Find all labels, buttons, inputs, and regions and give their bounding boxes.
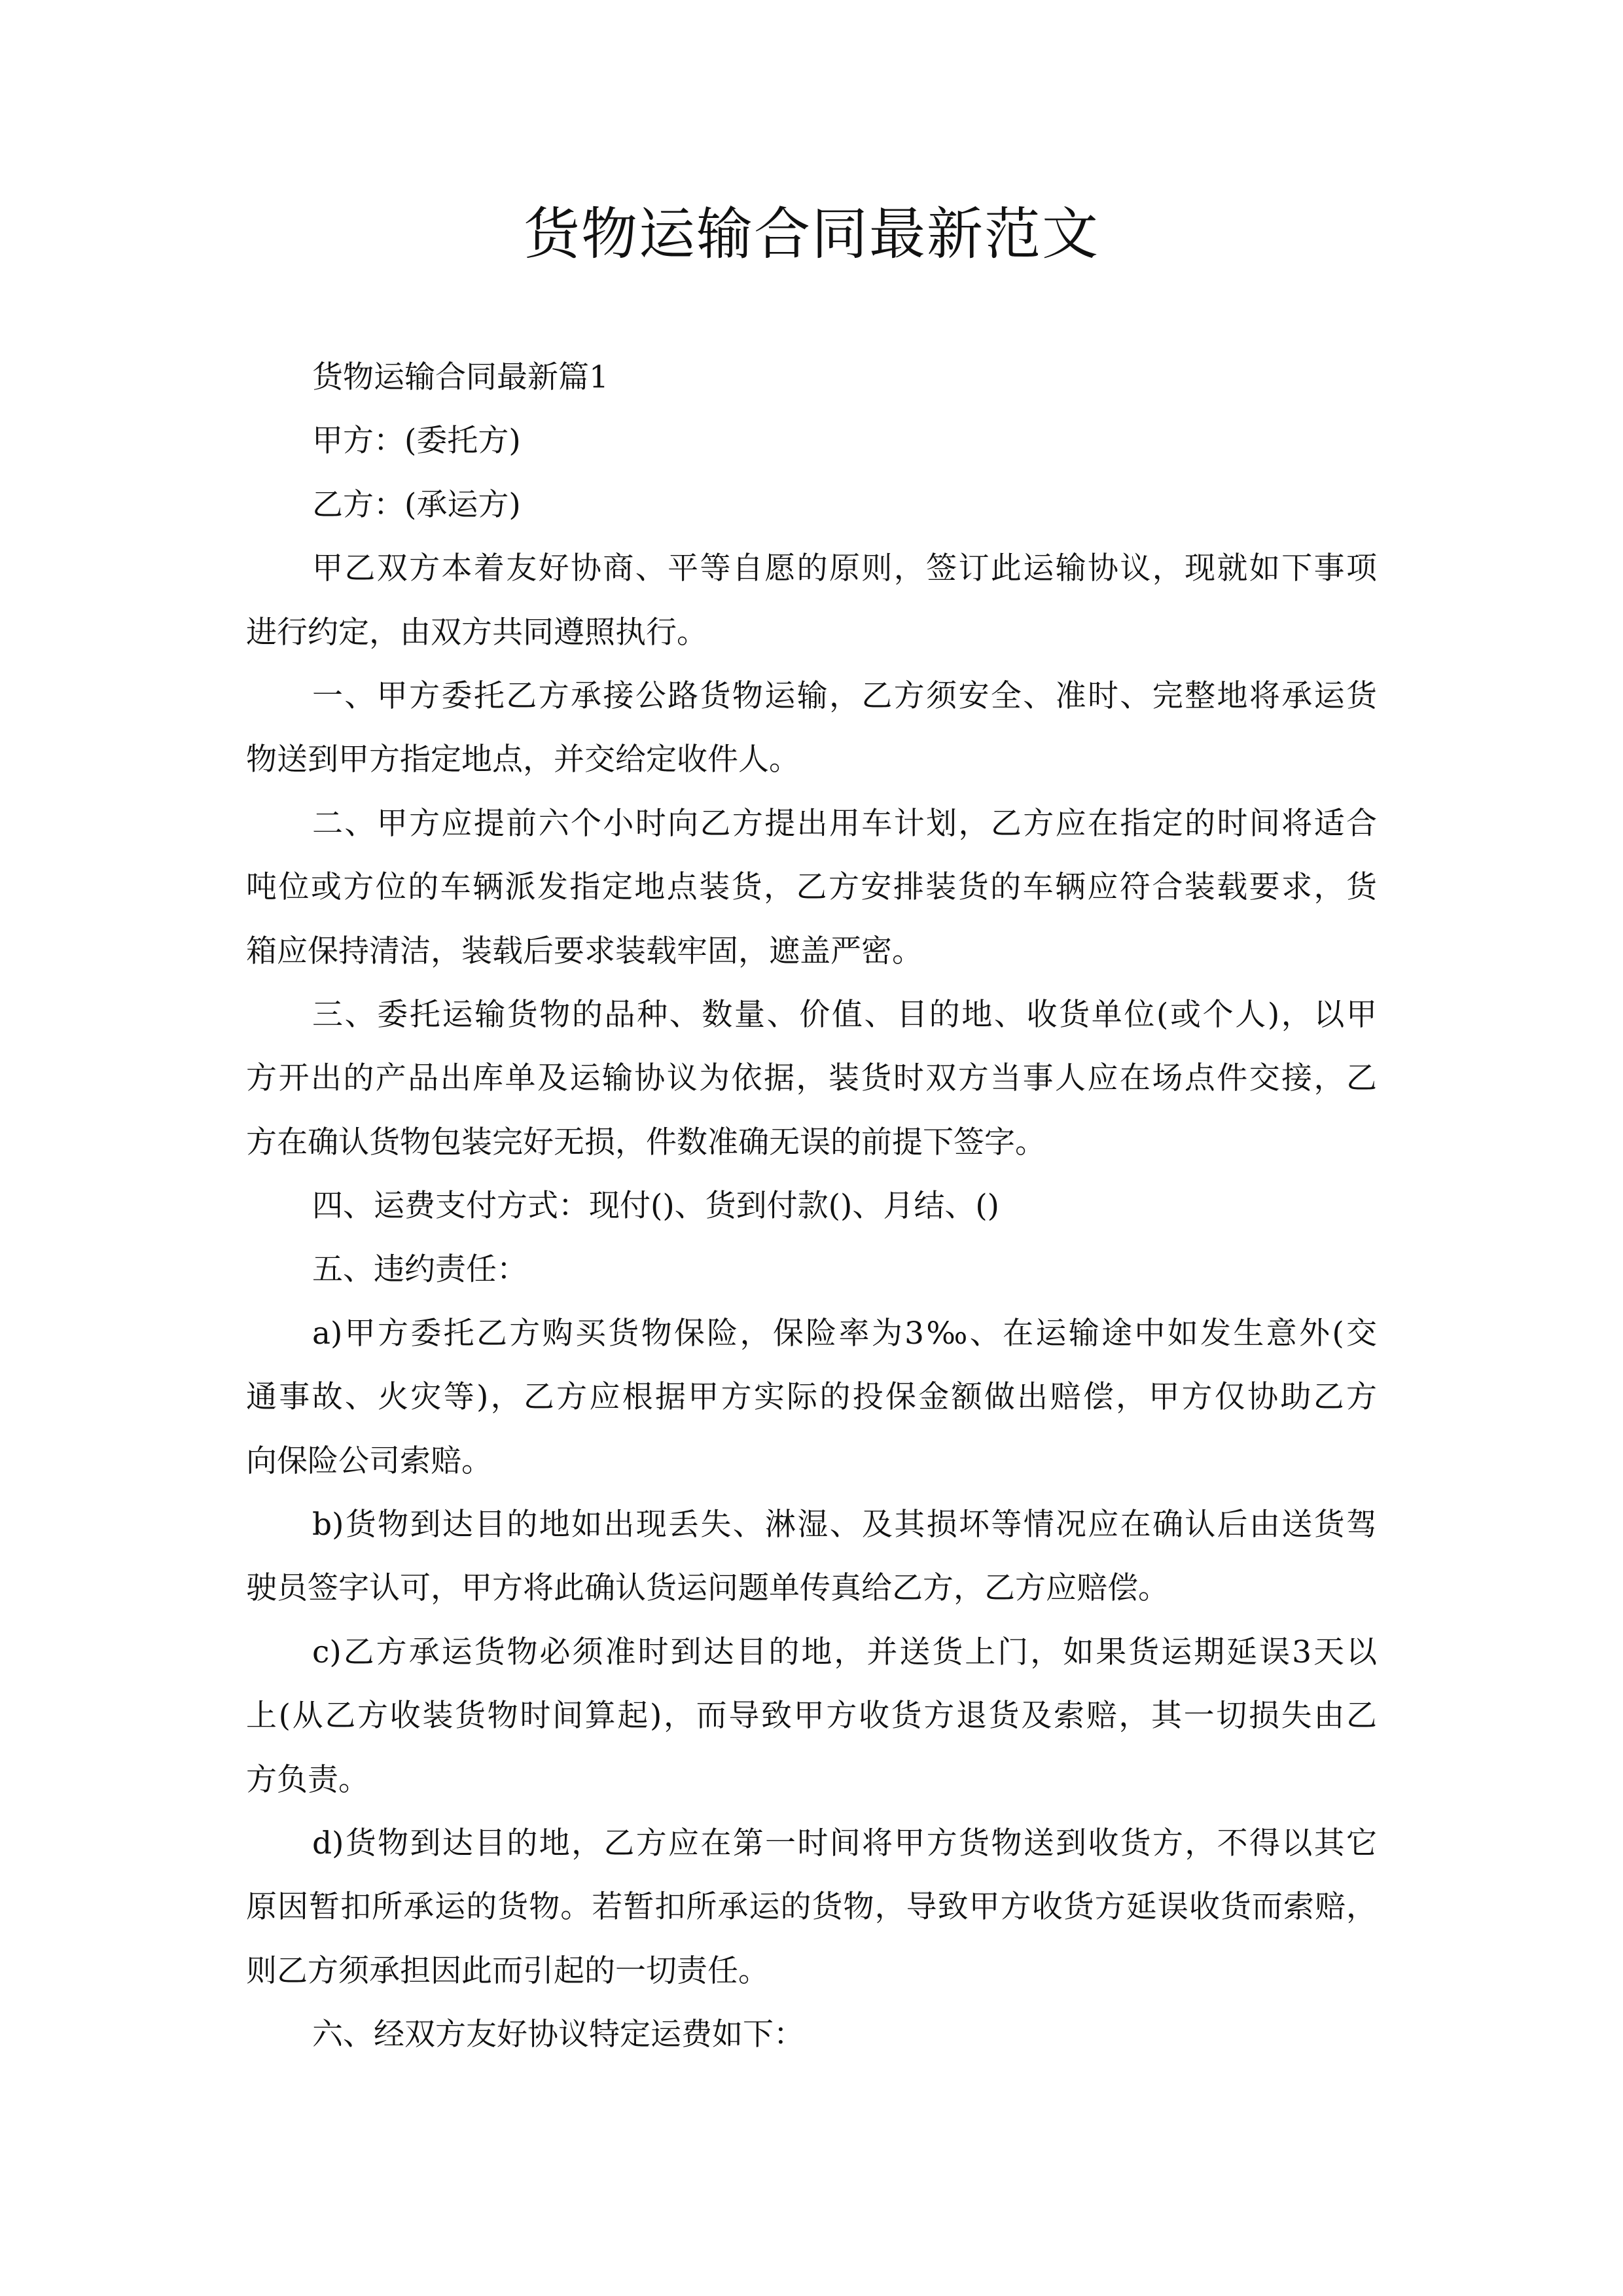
- clause-3: [246, 983, 1377, 1174]
- clause-5b: [246, 1493, 1377, 1621]
- paragraph-line: d)货物到达目的地，乙方应在第一时间将甲方货物送到收货方，不得以其它: [312, 1825, 1377, 1861]
- paragraph-line: 进行约定，由双方共同遵照执行。: [246, 614, 707, 651]
- clause-5d: [246, 1812, 1377, 2003]
- paragraph-line: 六、经双方友好协议特定运费如下：: [312, 2017, 804, 2053]
- paragraph-line: 通事故、火灾等)，乙方应根据甲方实际的投保金额做出赔偿，甲方仅协助乙方: [246, 1379, 1377, 1416]
- paragraph-line: 向保险公司索赔。: [246, 1443, 492, 1479]
- paragraph-line: b)货物到达目的地如出现丢失、淋湿、及其损坏等情况应在确认后由送货驾: [312, 1507, 1377, 1543]
- document-title: 货物运输合同最新范文: [524, 202, 1099, 267]
- paragraph-line: 方开出的产品出库单及运输协议为依据，装货时双方当事人应在场点件交接，乙: [246, 1060, 1377, 1097]
- paragraph-line: c)乙方承运货物必须准时到达目的地，并送货上门，如果货运期延误3天以: [312, 1634, 1377, 1670]
- party-b: [246, 473, 1377, 537]
- paragraph-line: 甲方：(委托方): [312, 423, 521, 459]
- clause-1: [246, 664, 1377, 792]
- party-a: [246, 409, 1377, 473]
- paragraph-line: 二、甲方应提前六个小时向乙方提出用车计划，乙方应在指定的时间将适合: [312, 805, 1377, 842]
- paragraph-line: 驶员签字认可，甲方将此确认货运问题单传真给乙方，乙方应赔偿。: [246, 1570, 1169, 1607]
- clause-5: [246, 1238, 1377, 1301]
- paragraph-line: 货物运输合同最新篇1: [312, 359, 609, 395]
- paragraph-line: 原因暂扣所承运的货物。若暂扣所承运的货物，导致甲方收货方延误收货而索赔，: [246, 1889, 1377, 1926]
- section-heading: [246, 346, 1377, 409]
- paragraph-line: 上(从乙方收装货物时间算起)，而导致甲方收货方退货及索赔，其一切损失由乙: [246, 1698, 1377, 1734]
- paragraph-line: 则乙方须承担因此而引起的一切责任。: [246, 1952, 769, 1989]
- paragraph-line: 箱应保持清洁，装载后要求装载牢固，遮盖严密。: [246, 933, 923, 969]
- preamble: [246, 537, 1377, 664]
- paragraph-line: 四、运费支付方式：现付()、货到付款()、月结、(): [312, 1188, 1000, 1225]
- paragraph-line: 五、违约责任：: [312, 1251, 527, 1288]
- clause-5c: [246, 1621, 1377, 1812]
- paragraph-line: 一、甲方委托乙方承接公路货物运输，乙方须安全、准时、完整地将承运货: [312, 677, 1377, 714]
- clause-6: [246, 2003, 1377, 2066]
- paragraph-line: 乙方：(承运方): [312, 486, 521, 523]
- paragraph-line: 吨位或方位的车辆派发指定地点装货，乙方安排装货的车辆应符合装载要求，货: [246, 869, 1377, 906]
- clause-2: [246, 792, 1377, 983]
- paragraph-line: 甲乙双方本着友好协商、平等自愿的原则，签订此运输协议，现就如下事项: [312, 550, 1377, 587]
- clause-5a: [246, 1302, 1377, 1493]
- paragraph-line: 方负责。: [246, 1761, 369, 1798]
- document-body: [246, 346, 1377, 2067]
- paragraph-line: 三、委托运输货物的品种、数量、价值、目的地、收货单位(或个人)，以甲: [312, 996, 1377, 1033]
- paragraph-line: 物送到甲方指定地点，并交给定收件人。: [246, 742, 800, 778]
- paragraph-line: 方在确认货物包装完好无损，件数准确无误的前提下签字。: [246, 1124, 1046, 1160]
- clause-4: [246, 1174, 1377, 1238]
- paragraph-line: a)甲方委托乙方购买货物保险，保险率为3‰、在运输途中如发生意外(交: [312, 1315, 1377, 1352]
